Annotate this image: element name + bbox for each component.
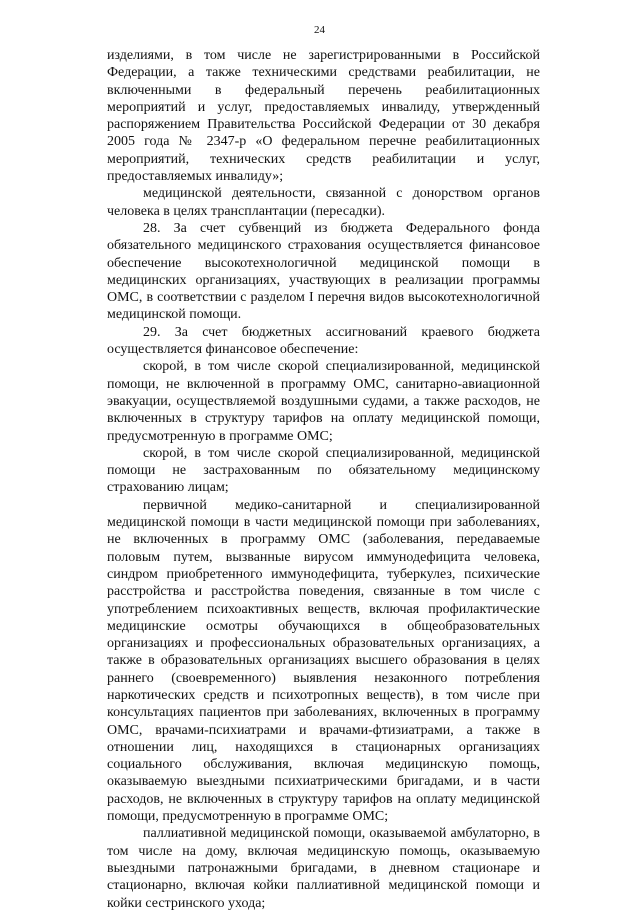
paragraph-4: 29. За счет бюджетных ассигнований краевого бюджета осуществляется финансовое обеспечение:	[107, 324, 540, 358]
paragraph-1: изделиями, в том числе не зарегистрированными в Российской Федерации, а также техническими средствами реабилитации, не включенными в федеральный перечень реабилитационных мероприятий и услуг, предоставляемых инвалиду, утвержденный распоряжением Правительства Российской Федерации от 30 декабря 2005 года № 2347-р «О федеральном перечне реабилитационных мероприятий, технических средств реабилитации и услуг, предоставляемых инвалиду»;	[107, 48, 540, 185]
paragraph-5: скорой, в том числе скорой специализированной, медицинской помощи, не включенной в программу ОМС, санитарно-авиационной эвакуации, осуществляемой воздушными судами, а также расходов, не включенных в структуру тарифов на оплату медицинской помощи, предусмотренную в программе ОМС;	[107, 359, 540, 444]
paragraph-8: паллиативной медицинской помощи, оказываемой амбулаторно, в том числе на дому, включая медицинскую помощь, оказываемую выездными патронажными бригадами, в дневном стационаре и стационарно, включая койки паллиативной медицинской помощи и койки сестринского ухода;	[107, 826, 540, 911]
document-body	[107, 47, 540, 912]
paragraph-2: медицинской деятельности, связанной с донорством органов человека в целях трансплантации (пересадки).	[107, 186, 540, 219]
paragraph-7: первичной медико-санитарной и специализированной медицинской помощи в части медицинской помощи при заболеваниях, не включенных в программу ОМС (заболевания, передаваемые половым путем, вызванные вирусом иммунодефицита человека, синдром приобретенного иммунодефицита, туберкулез, психические расстройства и расстройства поведения, связанные в том числе с употреблением психоактивных веществ, включая профилактические медицинские осмотры обучающихся в общеобразовательных организациях и профессиональных образовательных организациях, а также в образовательных организациях высшего образования в целях раннего (своевременного) выявления незаконного потребления наркотических средств и психотропных веществ), в том числе при консультациях пациентов при заболеваниях, включенных в программу ОМС, врачами-психиатрами и врачами-фтизиатрами, а также в отношении лиц, находящихся в стационарных организациях социального обслуживания, включая медицинскую помощь, оказываемую выездными психиатрическими бригадами, и в части расходов, не включенных в структуру тарифов на оплату медицинской помощи, предусмотренную в программе ОМС;	[107, 497, 540, 825]
paragraph-3: 28. За счет субвенций из бюджета Федерального фонда обязательного медицинского страхования осуществляется финансовое обеспечение высокотехнологичной медицинской помощи в медицинских организациях, участвующих в реализации программы ОМС, в соответствии с разделом I перечня видов высокотехнологичной медицинской помощи.	[107, 220, 540, 323]
paragraph-6: скорой, в том числе скорой специализированной, медицинской помощи не застрахованным по обязательному медицинскому страхованию лицам;	[107, 445, 540, 496]
page-number: 24	[314, 24, 325, 36]
